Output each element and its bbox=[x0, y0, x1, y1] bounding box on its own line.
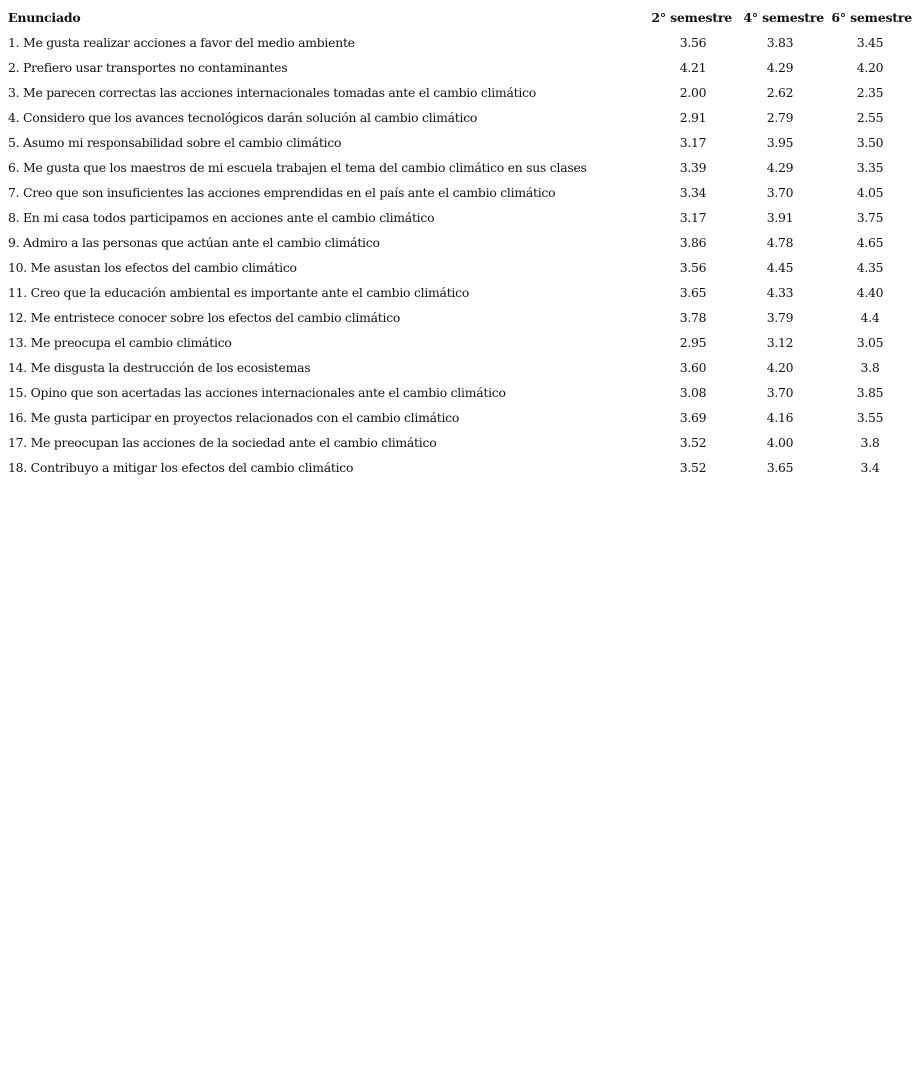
sem4-value: 4.78 bbox=[766, 235, 794, 250]
sem4-value: 4.29 bbox=[766, 60, 794, 75]
sem4-value: 4.00 bbox=[766, 435, 794, 450]
sem6-value: 2.55 bbox=[856, 110, 884, 125]
sem2-value: 3.78 bbox=[679, 310, 707, 325]
table-row bbox=[6, 30, 914, 55]
statement-cell: 3. Me parecen correctas las acciones internacionales tomadas ante el cambio climático bbox=[8, 85, 536, 100]
sem4-value: 4.20 bbox=[766, 360, 794, 375]
statement-cell: 14. Me disgusta la destrucción de los ecosistemas bbox=[8, 360, 311, 375]
sem2-value: 3.08 bbox=[679, 385, 707, 400]
table-row bbox=[6, 205, 914, 230]
sem6-value: 4.65 bbox=[856, 235, 884, 250]
statement-cell: 17. Me preocupan las acciones de la sociedad ante el cambio climático bbox=[8, 435, 437, 450]
header-row bbox=[6, 5, 914, 30]
sem4-value: 4.29 bbox=[766, 160, 794, 175]
statement-cell: 10. Me asustan los efectos del cambio climático bbox=[8, 260, 297, 275]
sem2-value: 3.39 bbox=[679, 160, 707, 175]
statement-cell: 11. Creo que la educación ambiental es importante ante el cambio climático bbox=[8, 285, 470, 300]
sem6-value: 4.4 bbox=[860, 310, 880, 325]
sem6-value: 2.35 bbox=[856, 85, 884, 100]
sem4-value: 2.62 bbox=[766, 85, 794, 100]
results-table-container bbox=[6, 5, 914, 480]
sem2-value: 3.56 bbox=[679, 35, 707, 50]
sem4-value: 4.33 bbox=[766, 285, 794, 300]
sem6-value: 3.35 bbox=[856, 160, 884, 175]
table-row bbox=[6, 80, 914, 105]
sem4-value: 3.65 bbox=[766, 460, 794, 475]
table-row bbox=[6, 330, 914, 355]
table-row bbox=[6, 255, 914, 280]
sem6-value: 4.20 bbox=[856, 60, 884, 75]
sem2-value: 3.60 bbox=[679, 360, 707, 375]
sem4-value: 3.79 bbox=[766, 310, 794, 325]
statement-cell: 8. En mi casa todos participamos en acciones ante el cambio climático bbox=[8, 210, 435, 225]
statement-cell: 5. Asumo mi responsabilidad sobre el cambio climático bbox=[8, 135, 342, 150]
statement-cell: 2. Prefiero usar transportes no contaminantes bbox=[8, 60, 288, 75]
statement-cell: 6. Me gusta que los maestros de mi escuela trabajen el tema del cambio climático en sus clases bbox=[8, 160, 587, 175]
statement-cell: 13. Me preocupa el cambio climático bbox=[8, 335, 232, 350]
sem2-value: 4.21 bbox=[679, 60, 707, 75]
table-row bbox=[6, 380, 914, 405]
table-row bbox=[6, 155, 914, 180]
sem6-value: 4.35 bbox=[856, 260, 884, 275]
sem4-value: 2.79 bbox=[766, 110, 794, 125]
sem6-value: 3.45 bbox=[856, 35, 884, 50]
table-row bbox=[6, 305, 914, 330]
sem2-value: 2.00 bbox=[679, 85, 707, 100]
sem4-value: 4.16 bbox=[766, 410, 794, 425]
sem6-value: 3.8 bbox=[860, 360, 880, 375]
sem4-value: 3.91 bbox=[766, 210, 794, 225]
table-row bbox=[6, 105, 914, 130]
header-statement: Enunciado bbox=[8, 10, 81, 25]
sem6-value: 3.85 bbox=[856, 385, 884, 400]
sem4-value: 3.70 bbox=[766, 385, 794, 400]
sem6-value: 3.05 bbox=[856, 335, 884, 350]
sem2-value: 3.65 bbox=[679, 285, 707, 300]
sem6-value: 3.8 bbox=[860, 435, 880, 450]
table-body bbox=[6, 30, 914, 480]
table-row bbox=[6, 280, 914, 305]
sem2-value: 3.69 bbox=[679, 410, 707, 425]
header-sem2: 2° semestre bbox=[651, 10, 732, 25]
statement-cell: 12. Me entristece conocer sobre los efectos del cambio climático bbox=[8, 310, 401, 325]
table-row bbox=[6, 355, 914, 380]
sem4-value: 3.12 bbox=[766, 335, 794, 350]
sem2-value: 3.17 bbox=[679, 210, 707, 225]
sem4-value: 4.45 bbox=[766, 260, 794, 275]
table-row bbox=[6, 55, 914, 80]
sem6-value: 3.50 bbox=[856, 135, 884, 150]
sem2-value: 3.17 bbox=[679, 135, 707, 150]
sem2-value: 3.86 bbox=[679, 235, 707, 250]
header-sem4: 4° semestre bbox=[743, 10, 824, 25]
statement-cell: 9. Admiro a las personas que actúan ante el cambio climático bbox=[8, 235, 380, 250]
sem2-value: 2.95 bbox=[679, 335, 707, 350]
sem4-value: 3.83 bbox=[766, 35, 794, 50]
table-row bbox=[6, 430, 914, 455]
header-sem6: 6° semestre bbox=[831, 10, 912, 25]
statement-cell: 7. Creo que son insuficientes las acciones emprendidas en el país ante el cambio climático bbox=[8, 185, 556, 200]
sem6-value: 4.40 bbox=[856, 285, 884, 300]
table-header bbox=[6, 5, 914, 30]
statement-cell: 4. Considero que los avances tecnológicos darán solución al cambio climático bbox=[8, 110, 478, 125]
sem2-value: 3.34 bbox=[679, 185, 707, 200]
sem2-value: 3.56 bbox=[679, 260, 707, 275]
results-table bbox=[6, 5, 914, 480]
table-row bbox=[6, 230, 914, 255]
sem4-value: 3.95 bbox=[766, 135, 794, 150]
sem4-value: 3.70 bbox=[766, 185, 794, 200]
sem2-value: 3.52 bbox=[679, 460, 707, 475]
table-row bbox=[6, 130, 914, 155]
statement-cell: 18. Contribuyo a mitigar los efectos del cambio climático bbox=[8, 460, 354, 475]
sem2-value: 3.52 bbox=[679, 435, 707, 450]
sem6-value: 3.75 bbox=[856, 210, 884, 225]
sem6-value: 3.55 bbox=[856, 410, 884, 425]
table-row bbox=[6, 405, 914, 430]
statement-cell: 1. Me gusta realizar acciones a favor del medio ambiente bbox=[8, 35, 355, 50]
statement-cell: 16. Me gusta participar en proyectos relacionados con el cambio climático bbox=[8, 410, 460, 425]
sem2-value: 2.91 bbox=[679, 110, 707, 125]
table-row bbox=[6, 180, 914, 205]
statement-cell: 15. Opino que son acertadas las acciones internacionales ante el cambio climático bbox=[8, 385, 506, 400]
sem6-value: 3.4 bbox=[860, 460, 880, 475]
table-row bbox=[6, 455, 914, 480]
sem6-value: 4.05 bbox=[856, 185, 884, 200]
